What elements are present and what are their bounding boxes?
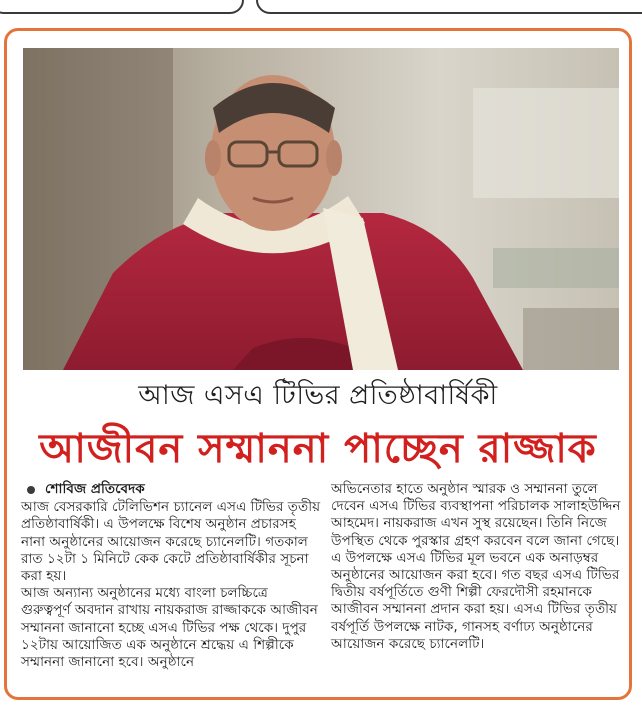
adjacent-article-frame <box>256 0 642 14</box>
article-column-right <box>331 481 623 653</box>
article-photo <box>23 48 619 370</box>
article-column-left <box>21 481 321 671</box>
article-headline: আজীবন সম্মাননা পাচ্ছেন রাজ্জাক <box>39 426 597 472</box>
paragraph: আজ বেসরকারি টেলিভিশন চ্যানেল এসএ টিভির তৃতীয় প্রতিষ্ঠাবার্ষিকী। এ উপলক্ষে বিশেষ অনুষ্ঠান প্রচারসহ নানা অনুষ্ঠানের আয়োজন করেছে চ্যানেলটি। গতকাল রাত ১২টা ১ মিনিটে কেক কেটে প্রতিষ্ঠাবার্ষিকীর সূচনা করা হয়। <box>21 499 321 585</box>
paragraph: আজ অন্যান্য অনুষ্ঠানের মধ্যে বাংলা চলচ্চিত্রে গুরুত্বপূর্ণ অবদান রাখায় নায়করাজ রাজ্জাককে আজীবন সম্মাননা জানানো হচ্ছে এসএ টিভির পক্ষ থেকে। দুপুর ১২টায় আয়োজিত এক অনুষ্ঠানে শ্রদ্ধেয় এ শিল্পীকে সম্মাননা জানানো হবে। অনুষ্ঠানে <box>21 585 318 671</box>
bullet-icon <box>27 486 35 494</box>
article-subheadline: আজ এসএ টিভির প্রতিষ্ঠাবার্ষিকী <box>138 380 498 411</box>
paragraph: অভিনেতার হাতে অনুষ্ঠান স্মারক ও সম্মাননা তুলে দেবেন এসএ টিভির ব্যবস্থাপনা পরিচালক সালাহউদ্দিন আহমেদ। নায়করাজ এখন সুস্থ রয়েছেন। তিনি নিজে উপস্থিত থেকে পুরস্কার গ্রহণ করবেন বলে জানা গেছে। এ উপলক্ষে এসএ টিভির মূল ভবনে এক অনাড়ম্বর অনুষ্ঠানের আয়োজন করা হবে। গত বছর এসএ টিভির দ্বিতীয় বর্ষপূর্তিতে গুণী শিল্পী ফেরদৌসী রহমানকে আজীবন সম্মাননা প্রদান করা হয়। এসএ টিভির তৃতীয় বর্ষপূর্তি উপলক্ষে নাটক, গানসহ বর্ণাঢ্য অনুষ্ঠানের আয়োজন করেছে চ্যানেলটি। <box>331 481 621 652</box>
article-box <box>4 28 632 700</box>
byline-text: শোবিজ প্রতিবেদক <box>45 481 145 497</box>
previous-article-frame <box>0 0 244 14</box>
byline <box>21 481 321 498</box>
